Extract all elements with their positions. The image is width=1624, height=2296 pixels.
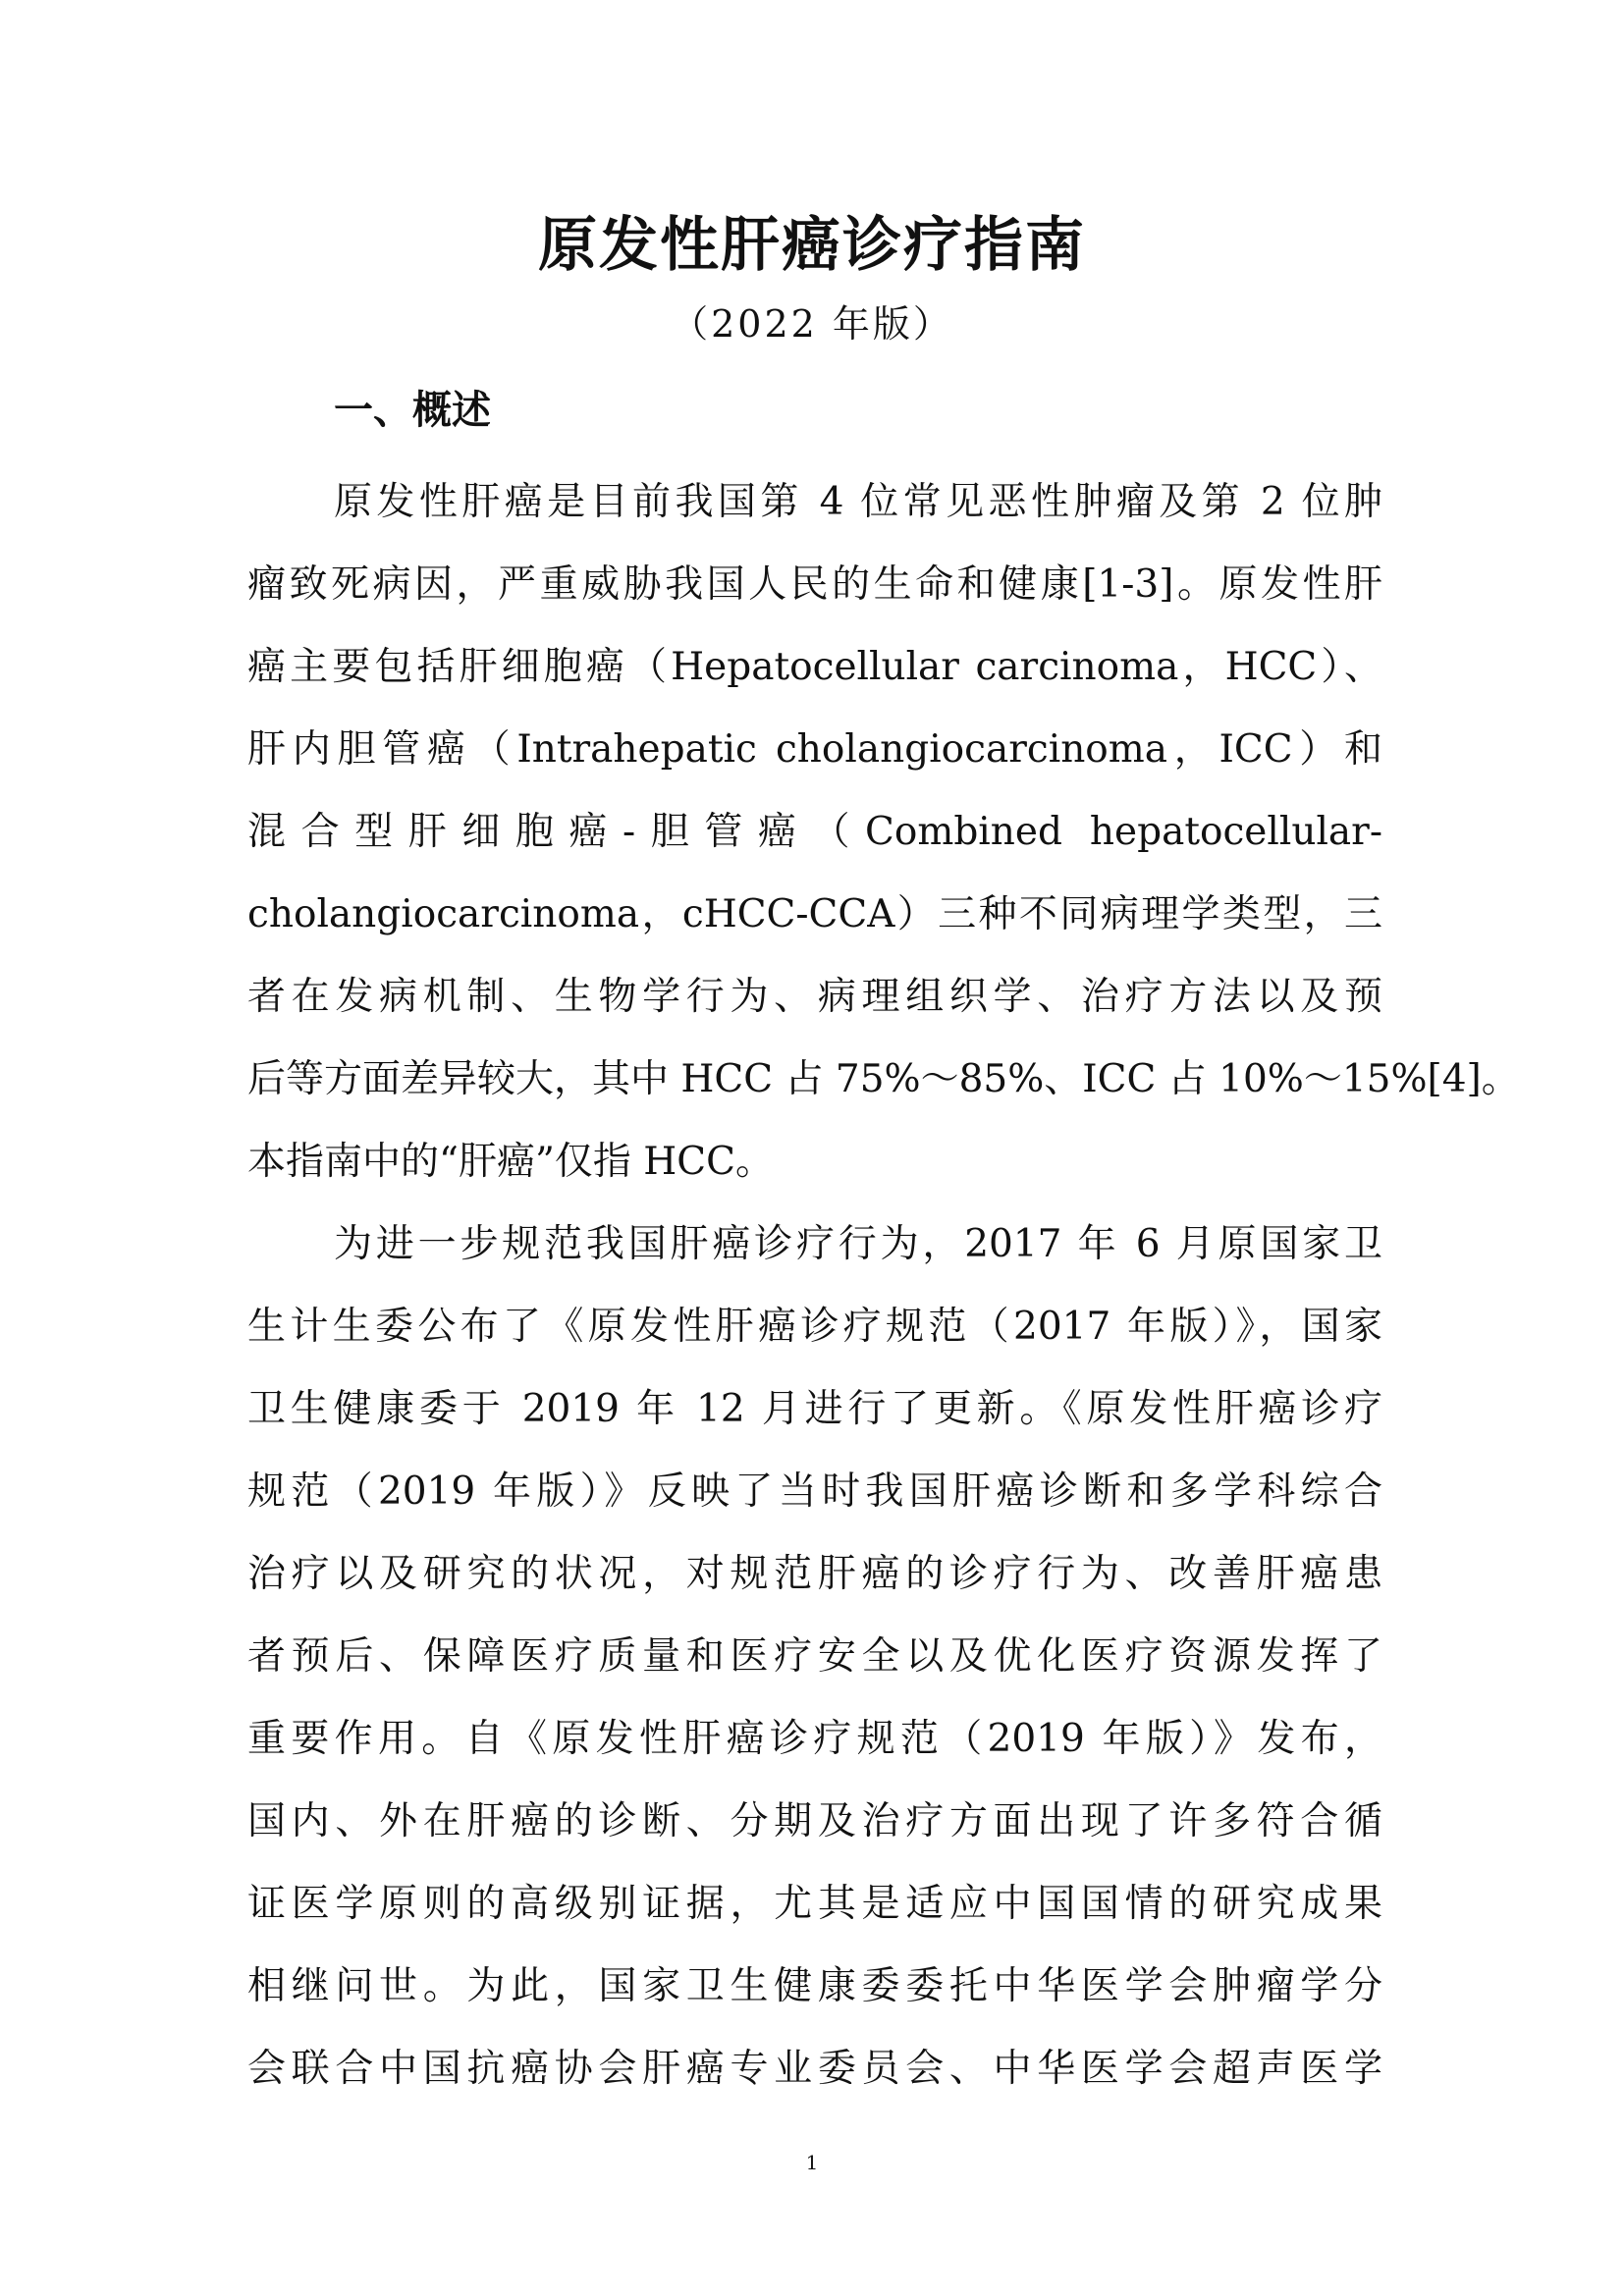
document-title: 原发性肝癌诊疗指南 <box>538 211 1086 280</box>
paragraph-2-line: 会联合中国抗癌协会肝癌专业委员会、中华医学会超声医学 <box>247 2047 1382 2091</box>
paragraph-2-line: 为进一步规范我国肝癌诊疗行为，2017 年 6 月原国家卫 <box>334 1222 1382 1266</box>
paragraph-2-line: 规范（2019 年版）》反映了当时我国肝癌诊断和多学科综合 <box>247 1469 1382 1514</box>
paragraph-1-line: 本指南中的“肝癌”仅指 HCC。 <box>247 1140 774 1184</box>
paragraph-2-line: 生计生委公布了《原发性肝癌诊疗规范（2017 年版）》，国家 <box>247 1305 1382 1349</box>
paragraph-1-line: 原发性肝癌是目前我国第 4 位常见恶性肿瘤及第 2 位肿 <box>334 480 1382 524</box>
document-body <box>247 461 1520 2110</box>
paragraph-1-line: 癌主要包括肝细胞癌（Hepatocellular carcinoma，HCC）、 <box>247 645 1382 689</box>
paragraph-2-line: 者预后、保障医疗质量和医疗安全以及优化医疗资源发挥了 <box>247 1634 1382 1679</box>
paragraph-2-line: 重要作用。自《原发性肝癌诊疗规范（2019 年版）》发布， <box>247 1717 1382 1761</box>
paragraph-1-line: 肝内胆管癌（Intrahepatic cholangiocarcinoma，ICC）和 <box>247 727 1382 772</box>
paragraph-1-line: 后等方面差异较大，其中 HCC 占 75%～85%、ICC 占 10%～15%[4]。 <box>247 1057 1520 1101</box>
section-heading: 一、概述 <box>334 388 491 433</box>
paragraph-2-line: 卫生健康委于 2019 年 12 月进行了更新。《原发性肝癌诊疗 <box>247 1387 1382 1431</box>
paragraph-2-line: 相继问世。为此，国家卫生健康委委托中华医学会肿瘤学分 <box>247 1964 1382 2008</box>
paragraph-1-line: 者在发病机制、生物学行为、病理组织学、治疗方法以及预 <box>247 975 1382 1019</box>
paragraph-1-line: 瘤致死病因，严重威胁我国人民的生命和健康[1-3]。原发性肝 <box>247 562 1382 607</box>
page-number: 1 <box>805 2151 819 2174</box>
paragraph-1-line: 混合型肝细胞癌-胆管癌（Combined hepatocellular- <box>247 810 1382 854</box>
paragraph-2-line: 国内、外在肝癌的诊断、分期及治疗方面出现了许多符合循 <box>247 1799 1382 1843</box>
document-subtitle: （2022 年版） <box>671 302 953 346</box>
paragraph-2-line: 证医学原则的高级别证据，尤其是适应中国国情的研究成果 <box>247 1882 1382 1926</box>
paragraph-1-line: cholangiocarcinoma，cHCC-CCA）三种不同病理学类型，三 <box>247 892 1382 936</box>
paragraph-2-line: 治疗以及研究的状况，对规范肝癌的诊疗行为、改善肝癌患 <box>247 1552 1382 1596</box>
